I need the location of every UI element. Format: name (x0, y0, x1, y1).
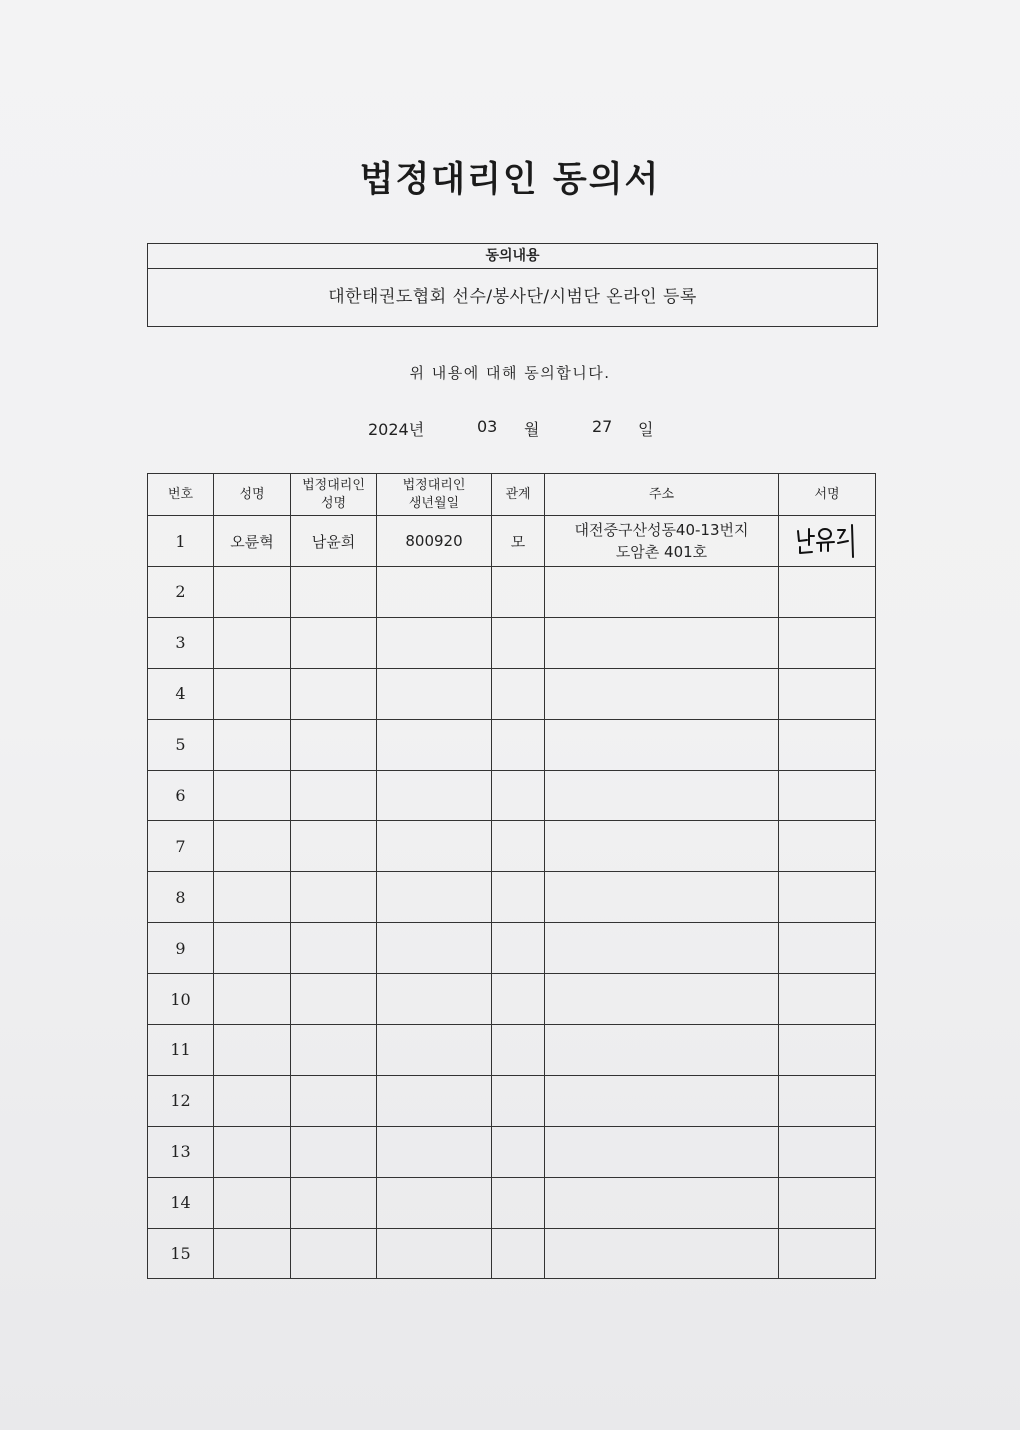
address-cell (545, 821, 779, 872)
guardian-birthdate-cell (377, 1228, 492, 1279)
relation-cell (492, 872, 545, 923)
guardian-birthdate-cell (377, 872, 492, 923)
athlete-name-cell (214, 1025, 291, 1076)
relation-cell (492, 974, 545, 1025)
signature-cell (779, 821, 876, 872)
table-row (148, 1075, 876, 1126)
table-row (148, 1228, 876, 1279)
consent-box (147, 243, 878, 327)
guardian-name-cell (291, 821, 377, 872)
row-number-cell: 9 (148, 923, 214, 974)
athlete-name-cell: 오륜혁 (214, 516, 291, 567)
guardian-birthdate-cell (377, 1177, 492, 1228)
table-row (148, 1177, 876, 1228)
guardian-name-cell (291, 1025, 377, 1076)
relation-cell (492, 1228, 545, 1279)
table-row (148, 719, 876, 770)
table-row (148, 923, 876, 974)
signature-cell (779, 668, 876, 719)
address-cell (545, 1228, 779, 1279)
guardian-name-cell (291, 1177, 377, 1228)
signature-cell (779, 923, 876, 974)
signature-cell (779, 974, 876, 1025)
guardian-birthdate-cell (377, 974, 492, 1025)
date-day: 27 (592, 417, 613, 436)
consent-header: 동의내용 (148, 244, 877, 269)
signature-cell (779, 1075, 876, 1126)
relation-cell (492, 1126, 545, 1177)
guardian-birthdate-cell (377, 1126, 492, 1177)
signature-cell (779, 1228, 876, 1279)
signature-cell (779, 567, 876, 618)
guardian-name-cell (291, 668, 377, 719)
header-guardian-name: 법정대리인 성명 (291, 474, 377, 516)
guardian-birthdate-cell (377, 770, 492, 821)
athlete-name-cell (214, 1075, 291, 1126)
row-number-cell: 1 (148, 516, 214, 567)
row-number-cell: 12 (148, 1075, 214, 1126)
address-cell (545, 1177, 779, 1228)
date-day-unit: 일 (638, 420, 654, 439)
row-number-cell: 4 (148, 668, 214, 719)
document-title: 법정대리인 동의서 (359, 160, 661, 200)
date-month-unit: 월 (524, 420, 540, 439)
signature-cell (779, 1177, 876, 1228)
row-number-cell: 10 (148, 974, 214, 1025)
guardian-birthdate-cell (377, 617, 492, 668)
relation-cell (492, 770, 545, 821)
athlete-name-cell (214, 872, 291, 923)
address-line-1: 대전중구산성동40-13번지 (574, 521, 749, 539)
header-signature: 서명 (779, 474, 876, 516)
header-address: 주소 (545, 474, 779, 516)
table-row (148, 872, 876, 923)
header-name: 성명 (214, 474, 291, 516)
guardian-name-cell (291, 617, 377, 668)
guardian-name-cell (291, 567, 377, 618)
guardian-birthdate-cell (377, 668, 492, 719)
relation-cell (492, 719, 545, 770)
row-number-cell: 2 (148, 567, 214, 618)
row-number-cell: 3 (148, 617, 214, 668)
date-month: 03 (477, 417, 498, 436)
relation-cell (492, 567, 545, 618)
athlete-name-cell (214, 974, 291, 1025)
row-number-cell: 5 (148, 719, 214, 770)
relation-cell (492, 1025, 545, 1076)
guardian-birthdate-cell (377, 719, 492, 770)
relation-cell (492, 1075, 545, 1126)
table-row (148, 1025, 876, 1076)
athlete-name-cell (214, 567, 291, 618)
consent-text: 대한태권도협회 선수/봉사단/시범단 온라인 등록 (328, 287, 697, 307)
table-row (148, 516, 876, 567)
signature-cell (779, 770, 876, 821)
guardian-name-cell (291, 872, 377, 923)
relation-cell: 모 (492, 516, 545, 567)
relation-cell (492, 617, 545, 668)
address-cell (545, 923, 779, 974)
header-guardian-birth: 법정대리인 생년월일 (377, 474, 492, 516)
date-year: 2024년 (368, 420, 425, 439)
address-cell (545, 668, 779, 719)
athlete-name-cell (214, 1228, 291, 1279)
athlete-name-cell (214, 719, 291, 770)
athlete-name-cell (214, 668, 291, 719)
header-no: 번호 (148, 474, 214, 516)
relation-cell (492, 668, 545, 719)
guardian-birthdate-cell (377, 567, 492, 618)
address-cell (545, 719, 779, 770)
row-number-cell: 8 (148, 872, 214, 923)
row-number-cell: 14 (148, 1177, 214, 1228)
address-cell (545, 1126, 779, 1177)
address-cell (545, 974, 779, 1025)
table-row (148, 567, 876, 618)
signature-cell (779, 516, 876, 567)
address-cell (545, 617, 779, 668)
guardian-name-cell (291, 1075, 377, 1126)
guardian-birthdate-cell (377, 1075, 492, 1126)
athlete-name-cell (214, 1126, 291, 1177)
address-cell (545, 1025, 779, 1076)
table-row (148, 821, 876, 872)
address-cell (545, 516, 779, 567)
athlete-name-cell (214, 1177, 291, 1228)
guardian-name-cell (291, 770, 377, 821)
row-number-cell: 13 (148, 1126, 214, 1177)
athlete-name-cell (214, 821, 291, 872)
guardian-name-cell (291, 923, 377, 974)
relation-cell (492, 1177, 545, 1228)
row-number-cell: 6 (148, 770, 214, 821)
guardian-birthdate-cell (377, 923, 492, 974)
guardian-birthdate-cell (377, 821, 492, 872)
signature-cell (779, 1025, 876, 1076)
row-number-cell: 11 (148, 1025, 214, 1076)
address-cell (545, 770, 779, 821)
row-number-cell: 15 (148, 1228, 214, 1279)
handwritten-signature (792, 521, 862, 561)
signature-cell (779, 617, 876, 668)
guardian-birthdate-cell (377, 1025, 492, 1076)
relation-cell (492, 923, 545, 974)
table-row (148, 974, 876, 1025)
athlete-name-cell (214, 617, 291, 668)
agree-statement: 위 내용에 대해 동의합니다. (409, 364, 611, 382)
table-header-row (148, 474, 876, 516)
guardian-name-cell (291, 1126, 377, 1177)
guardian-table (147, 473, 876, 1279)
address-cell (545, 1075, 779, 1126)
signature-cell (779, 1126, 876, 1177)
row-number-cell: 7 (148, 821, 214, 872)
athlete-name-cell (214, 923, 291, 974)
guardian-birthdate-cell: 800920 (377, 516, 492, 567)
address-line-2: 도암촌 401호 (615, 543, 708, 561)
address-cell (545, 872, 779, 923)
header-relation: 관계 (492, 474, 545, 516)
address-cell (545, 567, 779, 618)
relation-cell (492, 821, 545, 872)
guardian-name-cell: 남윤희 (291, 516, 377, 567)
table-row (148, 668, 876, 719)
signature-cell (779, 719, 876, 770)
signature-cell (779, 872, 876, 923)
table-row (148, 1126, 876, 1177)
guardian-name-cell (291, 1228, 377, 1279)
guardian-name-cell (291, 974, 377, 1025)
table-row (148, 770, 876, 821)
athlete-name-cell (214, 770, 291, 821)
table-row (148, 617, 876, 668)
guardian-name-cell (291, 719, 377, 770)
